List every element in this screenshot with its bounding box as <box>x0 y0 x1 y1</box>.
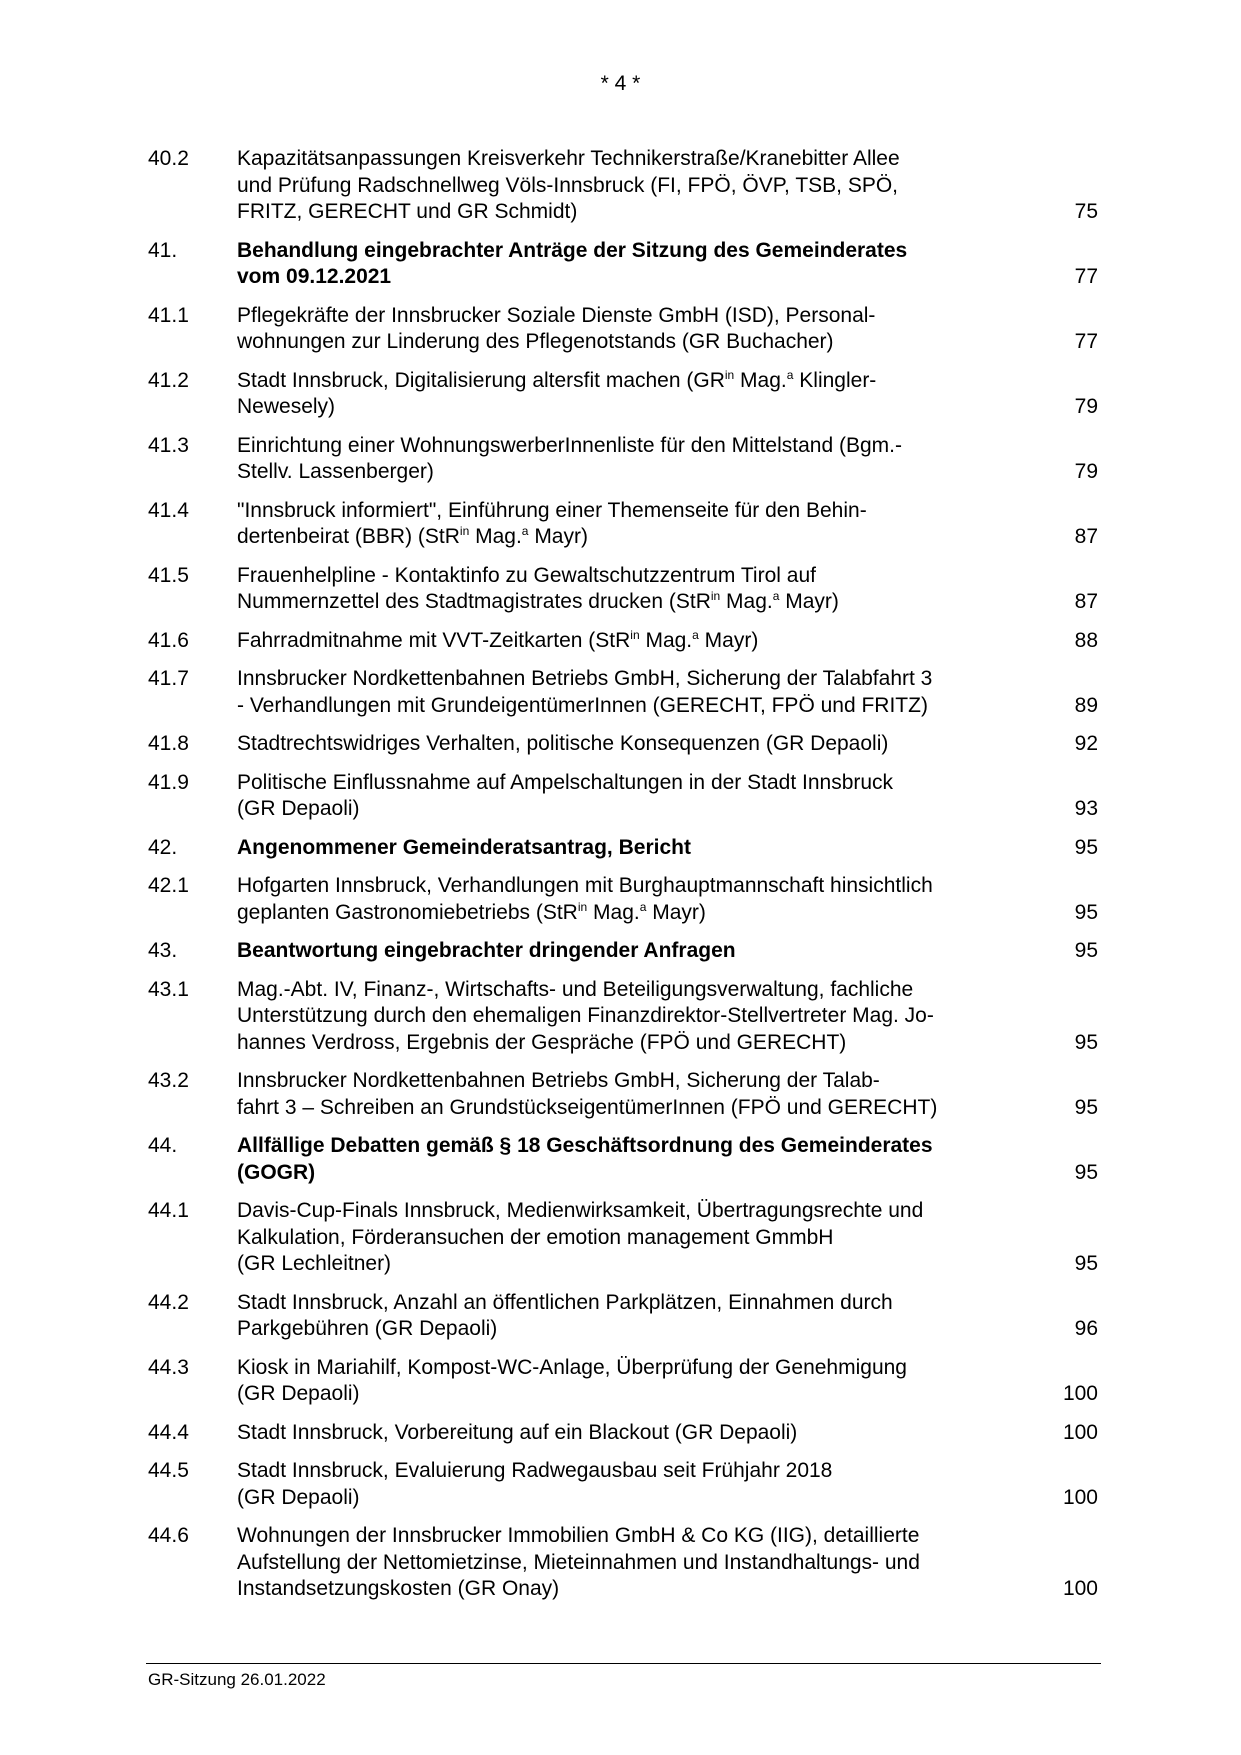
toc-entry-title <box>237 873 1007 926</box>
toc-entry <box>148 666 1098 719</box>
table-of-contents <box>148 146 1098 1615</box>
toc-entry <box>148 873 1098 926</box>
toc-entry-number: 41.8 <box>148 732 189 755</box>
toc-entry-title-line: Kiosk in Mariahilf, Kompost-WC-Anlage, Überprüfung der Genehmigung <box>237 1355 907 1379</box>
toc-entry-number: 43. <box>148 939 178 962</box>
toc-entry-number: 41.4 <box>148 498 189 522</box>
toc-entry-title <box>237 303 1007 356</box>
toc-entry <box>148 1420 1098 1447</box>
toc-entry-title <box>237 628 1007 655</box>
toc-entry-title-line: Einrichtung einer WohnungswerberInnenliste für den Mittelstand (Bgm.- <box>237 433 902 457</box>
toc-entry-page: 100 <box>1062 1382 1098 1405</box>
toc-entry-title <box>237 977 1007 1057</box>
toc-entry-page: 96 <box>1074 1317 1098 1340</box>
toc-entry-title <box>237 835 1007 862</box>
toc-entry-title-line: Kalkulation, Förderansuchen der emotion management GmmbH <box>237 1225 834 1249</box>
toc-entry <box>148 1068 1098 1121</box>
toc-entry-title-line: Angenommener Gemeinderatsantrag, Bericht <box>237 835 691 859</box>
toc-entry-title <box>237 368 1007 421</box>
toc-entry-number: 40.2 <box>148 147 189 170</box>
toc-entry-title-line: Stadt Innsbruck, Vorbereitung auf ein Blackout (GR Depaoli) <box>237 1420 798 1444</box>
toc-section-heading <box>148 835 1098 862</box>
toc-entry-title-line: Pflegekräfte der Innsbrucker Soziale Dienste GmbH (ISD), Personal- <box>237 303 876 327</box>
toc-entry <box>148 770 1098 823</box>
toc-entry-number: 43.1 <box>148 977 189 1001</box>
toc-entry-title-line: Stadt Innsbruck, Digitalisierung altersfit machen ($GR^{in}$ Mag.$^a$ Klingler- <box>237 367 877 392</box>
toc-entry-number: 41.5 <box>148 563 189 587</box>
toc-entry-title-line: (GR Depaoli) <box>237 797 360 820</box>
toc-entry <box>148 303 1098 356</box>
toc-entry-title <box>237 238 1007 291</box>
toc-entry-number: 41. <box>148 238 178 262</box>
toc-entry-title <box>237 1290 1007 1343</box>
toc-entry-title <box>237 1068 1007 1121</box>
toc-entry-page: 77 <box>1074 265 1098 288</box>
toc-entry-title <box>237 1523 1007 1603</box>
toc-entry-number: 42.1 <box>148 874 189 897</box>
toc-entry-number: 44. <box>148 1134 178 1157</box>
toc-entry-page: 75 <box>1074 200 1098 223</box>
footer-session-date: GR-Sitzung 26.01.2022 <box>148 1670 326 1689</box>
toc-entry-title-line: - Verhandlungen mit GrundeigentümerInnen (GERECHT, FPÖ und FRITZ) <box>237 693 928 717</box>
toc-entry-page: 79 <box>1074 460 1098 483</box>
toc-entry-page: 95 <box>1074 939 1098 962</box>
toc-entry-number: 44.2 <box>148 1290 189 1314</box>
toc-entry-page: 87 <box>1074 525 1098 548</box>
toc-entry <box>148 368 1098 421</box>
toc-entry-title-line: Stellv. Lassenberger) <box>237 460 434 483</box>
toc-entry-title-line: fahrt 3 – Schreiben an GrundstückseigentümerInnen (FPÖ und GERECHT) <box>237 1095 938 1119</box>
toc-entry-title-line: Parkgebühren (GR Depaoli) <box>237 1317 498 1340</box>
toc-entry <box>148 731 1098 758</box>
toc-entry-title-line: Aufstellung der Nettomietzinse, Mieteinnahmen und Instandhaltungs- und <box>237 1550 920 1574</box>
toc-entry-title-line: Hofgarten Innsbruck, Verhandlungen mit Burghauptmannschaft hinsichtlich <box>237 874 933 897</box>
toc-entry-number: 42. <box>148 835 178 859</box>
toc-entry-page: 89 <box>1074 693 1098 717</box>
toc-entry-title-line: Innsbrucker Nordkettenbahnen Betriebs GmbH, Sicherung der Talabfahrt 3 <box>237 667 933 690</box>
toc-entry <box>148 498 1098 551</box>
toc-entry-page: 95 <box>1074 900 1098 924</box>
toc-entry-title-line: wohnungen zur Linderung des Pflegenotstands (GR Buchacher) <box>237 330 834 353</box>
toc-entry-title <box>237 938 1007 965</box>
toc-entry-title <box>237 433 1007 486</box>
page-number: * 4 * <box>600 72 641 95</box>
toc-entry-title-line: Stadtrechtswidriges Verhalten, politische Konsequenzen (GR Depaoli) <box>237 732 889 755</box>
toc-entry-title-line: Fahrradmitnahme mit VVT-Zeitkarten (StR$^{in}$ Mag.$^a$ Mayr) <box>237 627 759 652</box>
toc-entry-title-line: (GR Lechleitner) <box>237 1252 392 1275</box>
toc-entry-number: 41.2 <box>148 368 189 392</box>
toc-entry-page: 77 <box>1074 330 1098 353</box>
toc-entry-number: 44.3 <box>148 1355 189 1379</box>
toc-entry <box>148 146 1098 226</box>
toc-entry-number: 44.1 <box>148 1199 189 1222</box>
toc-entry-title <box>237 1355 1007 1408</box>
toc-entry-title-line: Davis-Cup-Finals Innsbruck, Medienwirksamkeit, Übertragungsrechte und <box>237 1199 924 1222</box>
toc-section-heading <box>148 938 1098 965</box>
toc-entry <box>148 628 1098 655</box>
toc-entry-number: 41.6 <box>148 628 189 652</box>
toc-entry-title-line: vom 09.12.2021 <box>237 265 392 288</box>
toc-entry-title <box>237 146 1007 226</box>
toc-entry-title <box>237 1133 1007 1186</box>
toc-entry-title-line: (GR Depaoli) <box>237 1485 360 1509</box>
toc-entry-title-line: Innsbrucker Nordkettenbahnen Betriebs GmbH, Sicherung der Talab- <box>237 1069 880 1092</box>
toc-entry-title-line: FRITZ, GERECHT und GR Schmidt) <box>237 200 578 223</box>
toc-entry-number: 41.1 <box>148 303 189 327</box>
toc-section-heading <box>148 238 1098 291</box>
toc-entry-title-line: Behandlung eingebrachter Anträge der Sitzung des Gemeinderates <box>237 238 908 262</box>
toc-entry-title <box>237 498 1007 551</box>
toc-entry-title <box>237 1198 1007 1278</box>
toc-entry-number: 44.6 <box>148 1524 189 1547</box>
toc-entry-number: 43.2 <box>148 1069 189 1092</box>
toc-entry-title-line: (GR Depaoli) <box>237 1382 360 1405</box>
toc-entry-title-line: und Prüfung Radschnellweg Völs-Innsbruck (FI, FPÖ, ÖVP, TSB, SPÖ, <box>237 173 899 197</box>
toc-entry-number: 41.7 <box>148 667 189 690</box>
toc-entry-title-line: Unterstützung durch den ehemaligen Finanzdirektor-Stellvertreter Mag. Jo- <box>237 1004 934 1027</box>
toc-entry-title-line: (GOGR) <box>237 1160 316 1184</box>
toc-entry-title <box>237 1458 1007 1511</box>
toc-entry-title-line: Instandsetzungskosten (GR Onay) <box>237 1577 560 1600</box>
footer-divider <box>146 1663 1101 1664</box>
toc-entry <box>148 563 1098 616</box>
toc-entry <box>148 1458 1098 1511</box>
toc-entry-title-line: Wohnungen der Innsbrucker Immobilien GmbH & Co KG (IIG), detaillierte <box>237 1524 920 1547</box>
toc-entry-page: 79 <box>1074 395 1098 418</box>
toc-entry-page: 95 <box>1074 1030 1098 1054</box>
toc-entry-page: 100 <box>1062 1577 1098 1600</box>
toc-entry-title-line: Kapazitätsanpassungen Kreisverkehr Technikerstraße/Kranebitter Allee <box>237 147 900 170</box>
toc-entry <box>148 1198 1098 1278</box>
toc-entry-title-line: Beantwortung eingebrachter dringender Anfragen <box>237 939 736 962</box>
toc-entry-title-line: dertenbeirat (BBR) (StR$^{in}$ Mag.$^a$ Mayr) <box>237 524 588 548</box>
toc-section-heading <box>148 1133 1098 1186</box>
toc-entry-title-line: Allfällige Debatten gemäß § 18 Geschäftsordnung des Gemeinderates <box>237 1134 933 1157</box>
toc-entry-title-line: geplanten Gastronomiebetriebs (StR$^{in}$ Mag.$^a$ Mayr) <box>237 899 706 924</box>
toc-entry-page: 95 <box>1074 1252 1098 1275</box>
toc-entry <box>148 1290 1098 1343</box>
toc-entry-title-line: Politische Einflussnahme auf Ampelschaltungen in der Stadt Innsbruck <box>237 770 894 794</box>
toc-entry-title <box>237 731 1007 758</box>
toc-entry-number: 44.4 <box>148 1420 189 1444</box>
toc-entry-page: 95 <box>1074 1160 1098 1184</box>
toc-entry-title <box>237 770 1007 823</box>
toc-entry-page: 95 <box>1074 1095 1098 1119</box>
toc-entry <box>148 1523 1098 1603</box>
toc-entry-title <box>237 666 1007 719</box>
toc-entry-title-line: hannes Verdross, Ergebnis der Gespräche (FPÖ und GERECHT) <box>237 1030 847 1054</box>
toc-entry-page: 88 <box>1074 628 1098 652</box>
toc-entry <box>148 433 1098 486</box>
toc-entry-title <box>237 1420 1007 1447</box>
toc-entry-title-line: Frauenhelpline - Kontaktinfo zu Gewaltschutzzentrum Tirol auf <box>237 563 816 587</box>
toc-entry-number: 41.9 <box>148 770 189 794</box>
toc-entry-title-line: Mag.-Abt. IV, Finanz-, Wirtschafts- und Beteiligungsverwaltung, fachliche <box>237 977 914 1001</box>
toc-entry-title-line: Stadt Innsbruck, Evaluierung Radwegausbau seit Frühjahr 2018 <box>237 1459 833 1482</box>
toc-entry-page: 100 <box>1062 1485 1098 1509</box>
toc-entry-title-line: Stadt Innsbruck, Anzahl an öffentlichen Parkplätzen, Einnahmen durch <box>237 1290 893 1314</box>
toc-entry-title-line: Newesely) <box>237 395 336 418</box>
toc-entry-page: 87 <box>1074 590 1098 613</box>
toc-entry-page: 93 <box>1074 797 1098 820</box>
toc-entry-number: 44.5 <box>148 1459 189 1482</box>
toc-entry-number: 41.3 <box>148 433 189 457</box>
toc-entry-page: 100 <box>1062 1420 1098 1444</box>
toc-entry <box>148 977 1098 1057</box>
toc-entry-title-line: "Innsbruck informiert", Einführung einer Themenseite für den Behin- <box>237 498 867 522</box>
toc-entry-page: 95 <box>1074 835 1098 859</box>
toc-entry <box>148 1355 1098 1408</box>
toc-entry-page: 92 <box>1074 732 1098 755</box>
toc-entry-title-line: Nummernzettel des Stadtmagistrates drucken (StR$^{in}$ Mag.$^a$ Mayr) <box>237 589 839 613</box>
toc-entry-title <box>237 563 1007 616</box>
